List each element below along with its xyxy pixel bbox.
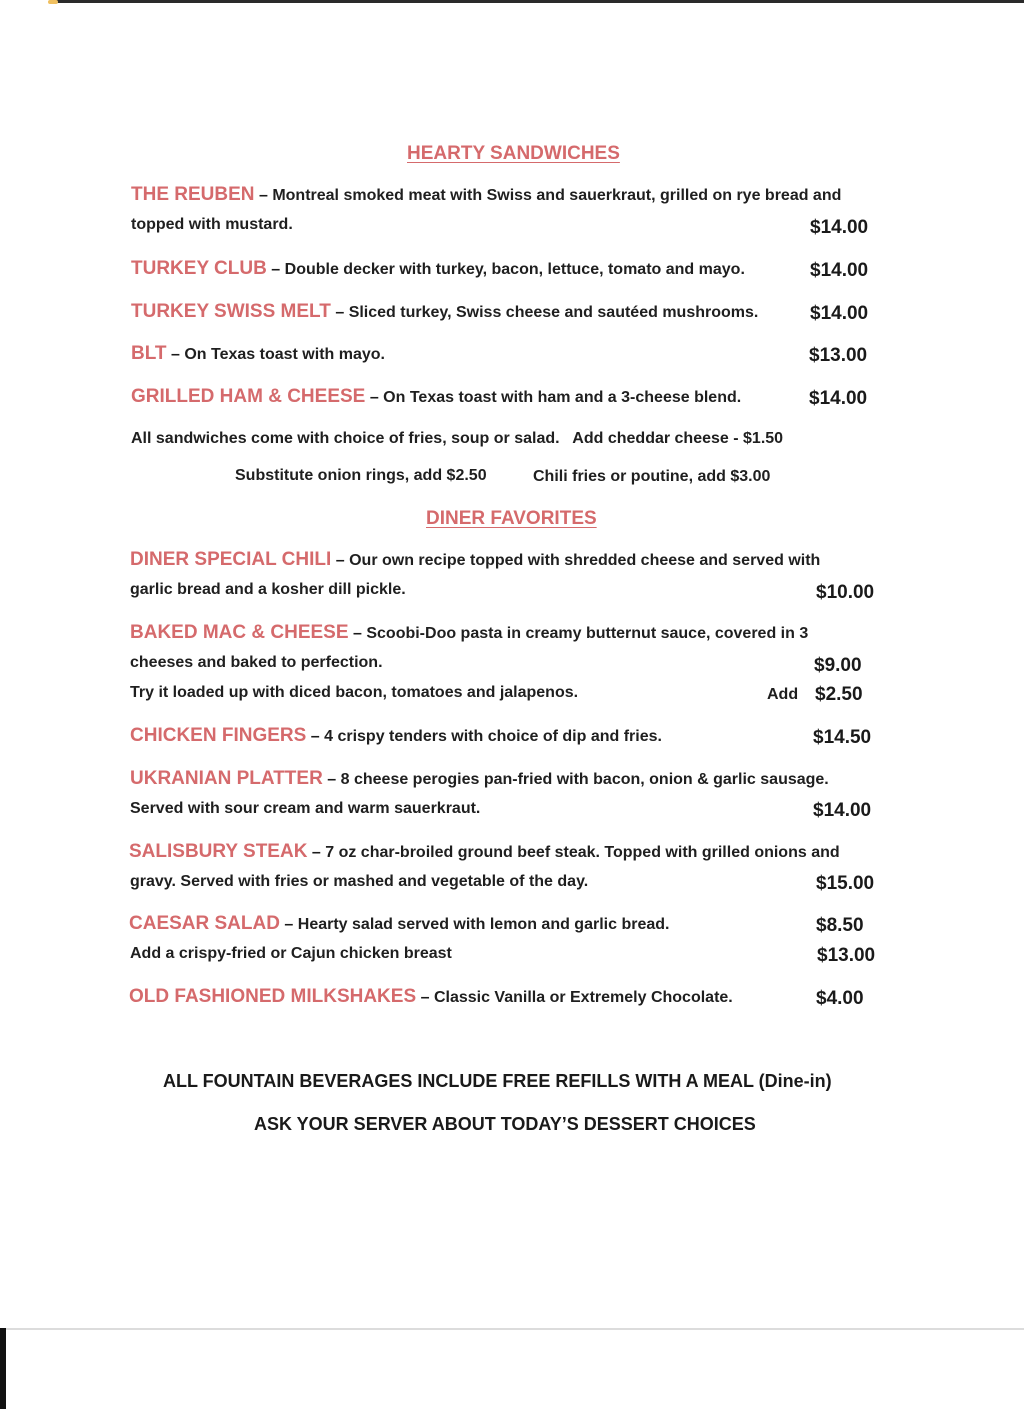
menu-item-reuben: THE REUBEN – Montreal smoked meat with Swiss and sauerkraut, grilled on rye bread and bbox=[131, 184, 842, 205]
item-price: $14.50 bbox=[813, 727, 872, 748]
item-price: $14.00 bbox=[810, 217, 869, 238]
item-description-cont: gravy. Served with fries or mashed and vegetable of the day. bbox=[130, 873, 589, 890]
item-price: $15.00 bbox=[816, 873, 875, 894]
item-name: CHICKEN FINGERS bbox=[130, 725, 307, 746]
item-description: 4 crispy tenders with choice of dip and fries. bbox=[324, 728, 662, 745]
item-extra: Try it loaded up with diced bacon, tomatoes and jalapenos. bbox=[130, 684, 579, 701]
item-price: $14.00 bbox=[809, 388, 868, 409]
item-description: On Texas toast with ham and a 3-cheese blend. bbox=[383, 389, 742, 406]
menu-item-turkey-club: TURKEY CLUB – Double decker with turkey, bacon, lettuce, tomato and mayo. bbox=[131, 258, 745, 279]
item-description: On Texas toast with mayo. bbox=[184, 346, 385, 363]
item-price: $9.00 bbox=[814, 655, 862, 676]
menu-item-caesar-salad: CAESAR SALAD – Hearty salad served with lemon and garlic bread. bbox=[129, 913, 670, 934]
sandwich-note-chili-fries: Chili fries or poutine, add $3.00 bbox=[533, 468, 771, 485]
scan-page-edge bbox=[6, 1328, 1024, 1330]
footer-dessert: ASK YOUR SERVER ABOUT TODAY’S DESSERT CHOICES bbox=[254, 1114, 756, 1134]
item-name: THE REUBEN bbox=[131, 184, 255, 205]
item-price: $4.00 bbox=[816, 988, 864, 1009]
item-price: $14.00 bbox=[810, 303, 869, 324]
item-extra-price: $13.00 bbox=[817, 945, 876, 966]
item-name: SALISBURY STEAK bbox=[129, 841, 308, 862]
item-description: 7 oz char-broiled ground beef steak. Topped with grilled onions and bbox=[325, 844, 840, 861]
section-heading-sandwiches: HEARTY SANDWICHES bbox=[407, 143, 620, 164]
scan-border-left bbox=[0, 1328, 6, 1409]
item-price: $10.00 bbox=[816, 582, 875, 603]
scan-mark bbox=[48, 0, 58, 4]
menu-item-blt: BLT – On Texas toast with mayo. bbox=[131, 343, 385, 364]
item-description: Montreal smoked meat with Swiss and sauerkraut, grilled on rye bread and bbox=[272, 187, 842, 204]
item-name: UKRANIAN PLATTER bbox=[130, 768, 323, 789]
item-name: CAESAR SALAD bbox=[129, 913, 280, 934]
menu-item-salisbury-steak: SALISBURY STEAK – 7 oz char-broiled ground beef steak. Topped with grilled onions and bbox=[129, 841, 840, 862]
item-extra: Add a crispy-fried or Cajun chicken breast bbox=[130, 945, 452, 962]
item-description-cont: cheeses and baked to perfection. bbox=[130, 654, 383, 671]
menu-item-grilled-ham-cheese: GRILLED HAM & CHEESE – On Texas toast with ham and a 3-cheese blend. bbox=[131, 386, 742, 407]
item-price: $8.50 bbox=[816, 915, 864, 936]
item-description: Scoobi-Doo pasta in creamy butternut sauce, covered in 3 bbox=[366, 625, 809, 642]
item-price: $13.00 bbox=[809, 345, 868, 366]
menu-item-mac-cheese: BAKED MAC & CHEESE – Scoobi-Doo pasta in creamy butternut sauce, covered in 3 bbox=[130, 622, 809, 643]
item-description: Double decker with turkey, bacon, lettuce, tomato and mayo. bbox=[284, 261, 745, 278]
item-extra-add: Add bbox=[767, 686, 799, 703]
item-name: BLT bbox=[131, 343, 167, 364]
item-name: DINER SPECIAL CHILI bbox=[130, 549, 332, 570]
item-description: Hearty salad served with lemon and garlic bread. bbox=[297, 916, 670, 933]
menu-item-turkey-swiss-melt: TURKEY SWISS MELT – Sliced turkey, Swiss cheese and sautéed mushrooms. bbox=[131, 301, 759, 322]
item-price: $14.00 bbox=[813, 800, 872, 821]
item-description: Our own recipe topped with shredded cheese and served with bbox=[349, 552, 821, 569]
menu-item-ukranian-platter: UKRANIAN PLATTER – 8 cheese perogies pan-fried with bacon, onion & garlic sausage. bbox=[130, 768, 829, 789]
sandwich-note-onion-rings: Substitute onion rings, add $2.50 bbox=[235, 467, 487, 484]
item-description-cont: Served with sour cream and warm sauerkraut. bbox=[130, 800, 481, 817]
item-extra-price: $2.50 bbox=[815, 684, 863, 705]
scan-border-top bbox=[55, 0, 1024, 3]
item-name: GRILLED HAM & CHEESE bbox=[131, 386, 366, 407]
item-name: TURKEY SWISS MELT bbox=[131, 301, 331, 322]
item-description: Classic Vanilla or Extremely Chocolate. bbox=[433, 989, 733, 1006]
item-name: BAKED MAC & CHEESE bbox=[130, 622, 349, 643]
menu-item-chili: DINER SPECIAL CHILI – Our own recipe topped with shredded cheese and served with bbox=[130, 549, 821, 570]
item-description-cont: garlic bread and a kosher dill pickle. bbox=[130, 581, 406, 598]
menu-item-milkshakes: OLD FASHIONED MILKSHAKES – Classic Vanilla or Extremely Chocolate. bbox=[129, 986, 733, 1007]
item-name: TURKEY CLUB bbox=[131, 258, 267, 279]
sandwich-note: All sandwiches come with choice of fries, soup or salad. Add cheddar cheese - $1.50 bbox=[131, 430, 784, 447]
item-description: 8 cheese perogies pan-fried with bacon, onion & garlic sausage. bbox=[340, 771, 829, 788]
section-heading-favorites: DINER FAVORITES bbox=[426, 508, 597, 529]
item-description-cont: topped with mustard. bbox=[131, 216, 293, 233]
item-price: $14.00 bbox=[810, 260, 869, 281]
item-name: OLD FASHIONED MILKSHAKES bbox=[129, 986, 417, 1007]
item-description: Sliced turkey, Swiss cheese and sautéed mushrooms. bbox=[348, 304, 759, 321]
footer-beverages: ALL FOUNTAIN BEVERAGES INCLUDE FREE REFILLS WITH A MEAL (Dine-in) bbox=[163, 1071, 832, 1091]
menu-item-chicken-fingers: CHICKEN FINGERS – 4 crispy tenders with choice of dip and fries. bbox=[130, 725, 662, 746]
